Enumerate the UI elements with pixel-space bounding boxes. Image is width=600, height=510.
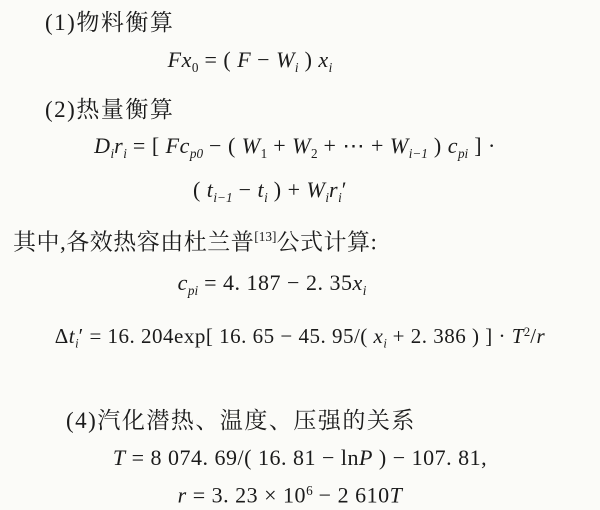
paragraph-text-before: 其中,各效热容由杜兰普 [13, 229, 255, 255]
citation-reference: [13] [254, 229, 277, 245]
formula-heat-balance-line1: $D_ir_i$ = [ $Fc_{p0}$ − ( $W_1 + W_2$ + ⋯ + $W_{i-1}$ ) $c_{pi}$ ] · [94, 133, 496, 162]
section-heading-heat-balance: (2)热量衡算 [45, 97, 175, 123]
formula-material-balance: $Fx_0$ = ( $F - W_i$ ) $x_i$ [167, 47, 333, 76]
body-paragraph [13, 220, 600, 258]
formula-heat-capacity: $c_{pi} = 4$. 187 − 2. $35x_i$ [177, 270, 367, 299]
formula-boiling-point-elevation: $\Delta t_i' = 16$. 204exp[ 16. 65 − 45. 95/( $x_i + 2$. 386 ) ] · $T^2/r$ [54, 324, 546, 352]
paragraph-text-after: 公式计算: [276, 229, 378, 255]
formula-temperature-pressure: T = 8 074. 69/( 16. 81 − lnP ) − 107. 81, [112, 445, 488, 471]
section-heading-latent-heat-relations: (4)汽化潜热、温度、压强的关系 [66, 408, 416, 434]
formula-heat-balance-line2: ( $t_{i-1} - t_i$ ) + $W_ir_i'$ [192, 177, 348, 206]
formula-latent-heat: r = 3. $23 \times 10^6 - 2$ 610T [177, 482, 403, 508]
section-heading-material-balance: (1)物料衡算 [45, 10, 175, 35]
